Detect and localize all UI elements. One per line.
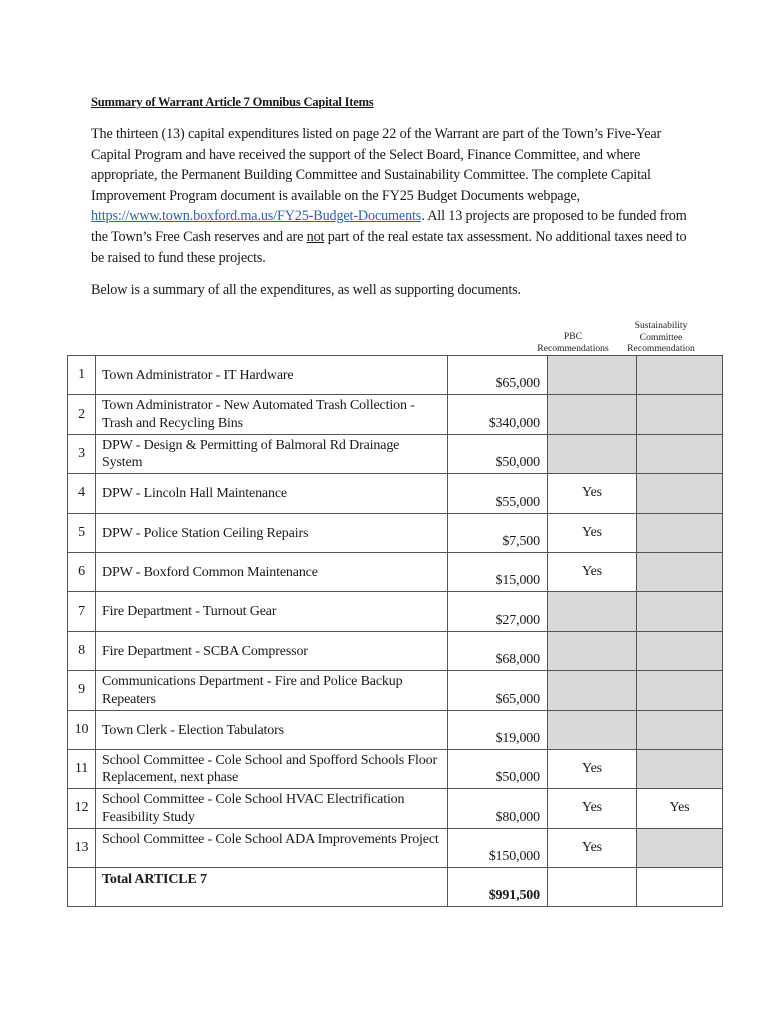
pbc-recommendation: [548, 356, 637, 395]
item-number: 13: [68, 828, 96, 867]
pbc-value: Yes: [582, 564, 602, 580]
sustainability-recommendation: [637, 395, 723, 434]
document-title: Summary of Warrant Article 7 Omnibus Capital Items: [91, 95, 374, 109]
item-description: School Committee - Cole School ADA Improvements Project: [96, 828, 448, 867]
pbc-recommendation: [548, 631, 637, 670]
item-amount: $150,000: [448, 828, 548, 867]
total-number: [68, 868, 96, 907]
total-sustainability: [637, 868, 723, 907]
item-number: 12: [68, 789, 96, 828]
sustainability-recommendation: [637, 552, 723, 591]
table-row: [68, 356, 723, 395]
table-row: [68, 513, 723, 552]
sustainability-recommendation: [637, 474, 723, 513]
item-description: Fire Department - Turnout Gear: [96, 592, 448, 631]
pbc-value: Yes: [582, 839, 602, 855]
pbc-recommendation: [548, 828, 637, 867]
sustainability-recommendation: [637, 592, 723, 631]
item-number: 7: [68, 592, 96, 631]
intro-text-2: . All 13 projects are proposed to be funded from the Town’s Free Cash reserves and are: [91, 208, 687, 245]
intro-paragraph: [91, 124, 691, 268]
item-number: 10: [68, 710, 96, 749]
item-description: DPW - Police Station Ceiling Repairs: [96, 513, 448, 552]
item-amount: $50,000: [448, 749, 548, 788]
item-description: Town Clerk - Election Tabulators: [96, 710, 448, 749]
item-description: Town Administrator - IT Hardware: [96, 356, 448, 395]
pbc-recommendation: [548, 513, 637, 552]
item-description: Fire Department - SCBA Compressor: [96, 631, 448, 670]
pbc-value: Yes: [582, 485, 602, 501]
item-number: 2: [68, 395, 96, 434]
item-amount: $27,000: [448, 592, 548, 631]
table-row: [68, 789, 723, 828]
pbc-recommendation: [548, 789, 637, 828]
item-description: DPW - Boxford Common Maintenance: [96, 552, 448, 591]
table-row: [68, 631, 723, 670]
item-amount: $340,000: [448, 395, 548, 434]
pbc-recommendation: [548, 592, 637, 631]
item-amount: $65,000: [448, 356, 548, 395]
item-amount: $50,000: [448, 434, 548, 473]
table-row: [68, 828, 723, 867]
item-amount: $15,000: [448, 552, 548, 591]
pbc-value: Yes: [582, 761, 602, 777]
sustainability-recommendation: [637, 710, 723, 749]
intro-text-3: part of the real estate tax assessment. No additional taxes need to be raised to fund these projects.: [91, 228, 687, 266]
total-row: [68, 868, 723, 907]
pbc-recommendation: [548, 710, 637, 749]
table-row: [68, 710, 723, 749]
capital-items-table: [67, 355, 723, 907]
summary-line: Below is a summary of all the expenditures, as well as supporting documents.: [91, 282, 521, 298]
item-description: DPW - Lincoln Hall Maintenance: [96, 474, 448, 513]
item-description: Communications Department - Fire and Police Backup Repeaters: [96, 671, 448, 710]
sustainability-recommendation: [637, 513, 723, 552]
item-number: 1: [68, 356, 96, 395]
total-pbc: [548, 868, 637, 907]
item-description: School Committee - Cole School and Spofford Schools Floor Replacement, next phase: [96, 749, 448, 788]
table-row: [68, 671, 723, 710]
sustainability-recommendation: [637, 631, 723, 670]
budget-documents-link[interactable]: https://www.town.boxford.ma.us/FY25-Budget-Documents: [91, 208, 422, 225]
item-number: 9: [68, 671, 96, 710]
pbc-recommendation: [548, 552, 637, 591]
intro-emphasis: not: [306, 228, 325, 245]
sustainability-recommendation: [637, 789, 723, 828]
item-amount: $65,000: [448, 671, 548, 710]
table-row: [68, 749, 723, 788]
item-number: 6: [68, 552, 96, 591]
pbc-recommendation: [548, 474, 637, 513]
item-description: Town Administrator - New Automated Trash Collection - Trash and Recycling Bins: [96, 395, 448, 434]
pbc-recommendation: [548, 749, 637, 788]
item-amount: $19,000: [448, 710, 548, 749]
pbc-recommendation: [548, 671, 637, 710]
item-description: DPW - Design & Permitting of Balmoral Rd Drainage System: [96, 434, 448, 473]
table-row: [68, 474, 723, 513]
item-number: 8: [68, 631, 96, 670]
sustainability-recommendation: [637, 356, 723, 395]
item-number: 4: [68, 474, 96, 513]
item-number: 5: [68, 513, 96, 552]
table-row: [68, 434, 723, 473]
pbc-recommendation: [548, 395, 637, 434]
pbc-value: Yes: [582, 524, 602, 540]
pbc-value: Yes: [582, 800, 602, 816]
total-label: Total ARTICLE 7: [96, 868, 448, 907]
header-sustainability: Sustainability Committee Recommendation: [627, 320, 695, 354]
item-amount: $80,000: [448, 789, 548, 828]
total-amount: $991,500: [448, 868, 548, 907]
header-pbc: PBC Recommendations: [537, 331, 609, 354]
intro-text-1: The thirteen (13) capital expenditures listed on page 22 of the Warrant are part of the Town’s Five-Year Capital Program and have received the support of the Select Board, Finance Committee, and where appropriate, the Permanent Building Committee and Sustainability Committee. The complete Capital Improvement Program document is available on the FY25 Budget Documents webpage,: [91, 126, 662, 204]
sustainability-recommendation: [637, 671, 723, 710]
sustainability-recommendation: [637, 434, 723, 473]
sustainability-value: Yes: [669, 800, 690, 816]
item-description: School Committee - Cole School HVAC Electrification Feasibility Study: [96, 789, 448, 828]
item-amount: $68,000: [448, 631, 548, 670]
table-row: [68, 592, 723, 631]
table-row: [68, 552, 723, 591]
item-amount: $55,000: [448, 474, 548, 513]
sustainability-recommendation: [637, 828, 723, 867]
sustainability-recommendation: [637, 749, 723, 788]
item-number: 11: [68, 749, 96, 788]
item-amount: $7,500: [448, 513, 548, 552]
pbc-recommendation: [548, 434, 637, 473]
item-number: 3: [68, 434, 96, 473]
table-row: [68, 395, 723, 434]
